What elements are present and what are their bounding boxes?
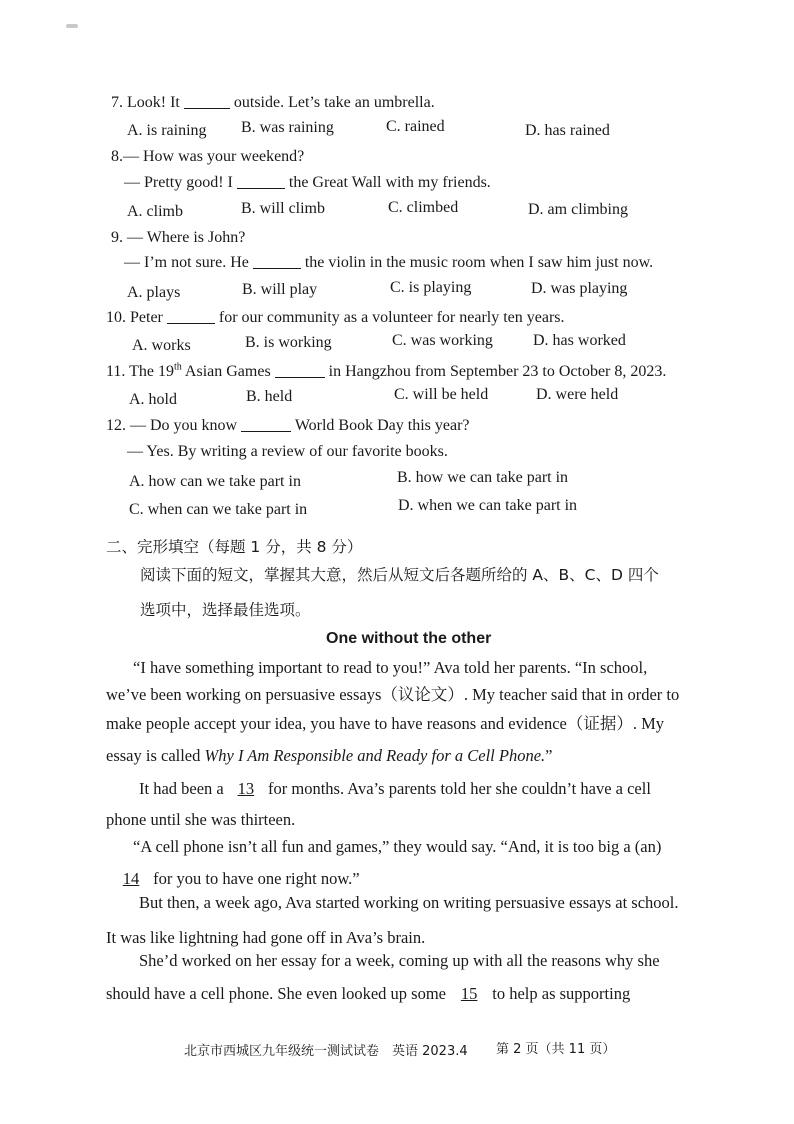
q9-option-c: C. is playing — [390, 279, 472, 296]
q8-stem-part: — Pretty good! I — [124, 174, 233, 191]
footer-page-number: 第 2 页（共 11 页） — [496, 1042, 616, 1057]
passage-line — [106, 746, 552, 766]
q8-option-b: B. will climb — [241, 200, 325, 217]
q9-stem-part: the violin in the music room when I saw him just now. — [304, 254, 654, 271]
passage-line: phone until she was thirteen. — [106, 810, 296, 829]
q7-blank — [184, 92, 230, 109]
q9-option-b: B. will play — [242, 281, 318, 298]
passage-line — [106, 984, 630, 1004]
passage-line: She’d worked on her essay for a week, coming up with all the reasons why she — [139, 951, 660, 970]
scan-mark — [66, 24, 78, 28]
q12-stem-part: World Book Day this year? — [294, 417, 470, 434]
footer-exam-name: 北京市西城区九年级统一测试试卷 英语 2023.4 — [184, 1044, 468, 1059]
q12-option-c: C. when can we take part in — [129, 501, 308, 518]
q11-blank — [275, 361, 325, 378]
passage-text: It had been a — [139, 779, 224, 798]
q11-stem-part: Asian Games — [184, 363, 271, 380]
q9-stem-part: — I’m not sure. He — [124, 254, 249, 271]
q11-option-d: D. were held — [536, 386, 619, 403]
passage-text: for months. Ava’s parents told her she couldn’t have a cell — [268, 779, 651, 798]
q11-superscript: th — [174, 361, 182, 373]
cloze-blank-13: 13 — [237, 779, 255, 798]
q7-option-c: C. rained — [386, 118, 445, 135]
q11-stem — [106, 361, 666, 382]
passage-text: to help as supporting — [492, 984, 631, 1003]
q12-option-d: D. when we can take part in — [398, 497, 578, 514]
q7-stem — [111, 92, 435, 113]
q10-option-d: D. has worked — [533, 332, 626, 349]
q9-blank — [253, 252, 301, 269]
passage-line — [139, 779, 651, 799]
q10-stem-part: for our community as a volunteer for nearly ten years. — [218, 309, 565, 326]
q9-option-d: D. was playing — [531, 280, 628, 297]
q11-option-c: C. will be held — [394, 386, 489, 403]
q12-blank — [241, 415, 291, 432]
passage-text: for you to have one right now.” — [153, 869, 360, 888]
q10-option-c: C. was working — [392, 332, 493, 349]
q11-option-a: A. hold — [129, 391, 177, 408]
q11-option-b: B. held — [246, 388, 293, 405]
q8-stem-part: the Great Wall with my friends. — [288, 174, 491, 191]
section-instruction: 选项中，选择最佳选项。 — [140, 601, 311, 619]
q11-stem-part: in Hangzhou from September 23 to October 8, 2023. — [328, 363, 667, 380]
q8-option-c: C. climbed — [388, 199, 459, 216]
q8-option-d: D. am climbing — [528, 201, 628, 218]
q9-option-a: A. plays — [127, 284, 181, 301]
passage-line: we’ve been working on persuasive essays（议论文）. My teacher said that in order to — [106, 685, 680, 704]
passage-line: “I have something important to read to you!” Ava told her parents. “In school, — [133, 658, 648, 677]
passage-line — [113, 869, 360, 889]
q10-stem — [106, 307, 565, 328]
section-instruction: 阅读下面的短文，掌握其大意，然后从短文后各题所给的 A、B、C、D 四个 — [140, 566, 659, 584]
passage-text: ” — [545, 746, 553, 765]
passage-line: It was like lightning had gone off in Ava’s brain. — [106, 928, 426, 947]
q12-stem2: — Yes. By writing a review of our favorite books. — [127, 443, 448, 460]
passage-line: But then, a week ago, Ava started working on writing persuasive essays at school. — [139, 893, 679, 912]
q12-option-b: B. how we can take part in — [397, 469, 569, 486]
q8-option-a: A. climb — [127, 203, 183, 220]
q9-stem1: 9. — Where is John? — [111, 229, 246, 246]
q8-blank — [237, 172, 285, 189]
passage-line: make people accept your idea, you have to have reasons and evidence（证据）. My — [106, 714, 665, 733]
passage-text: essay is called — [106, 746, 205, 765]
section-heading: 二、完形填空（每题 1 分，共 8 分） — [106, 538, 363, 556]
q12-stem-part: 12. — Do you know — [106, 417, 238, 434]
cloze-blank-15: 15 — [460, 984, 478, 1003]
q10-stem-part: 10. Peter — [106, 309, 163, 326]
q11-stem-part: 11. The 19 — [106, 363, 174, 380]
passage-text: should have a cell phone. She even looked up some — [106, 984, 446, 1003]
q7-stem-part: outside. Let’s take an umbrella. — [233, 94, 435, 111]
passage-line: “A cell phone isn’t all fun and games,” they would say. “And, it is too big a (an) — [133, 837, 662, 856]
q7-option-b: B. was raining — [241, 119, 334, 136]
q9-stem2 — [124, 252, 653, 273]
cloze-blank-14: 14 — [122, 869, 140, 888]
q7-option-d: D. has rained — [525, 122, 610, 139]
q8-stem2 — [124, 172, 491, 193]
q7-option-a: A. is raining — [127, 122, 207, 139]
essay-title: Why I Am Responsible and Ready for a Cell Phone. — [204, 746, 546, 765]
q12-option-a: A. how can we take part in — [129, 473, 301, 490]
passage-title: One without the other — [326, 630, 492, 647]
q10-option-a: A. works — [132, 337, 191, 354]
q10-option-b: B. is working — [245, 334, 332, 351]
q12-stem1 — [106, 415, 470, 436]
q7-stem-part: 7. Look! It — [111, 94, 180, 111]
q8-stem1: 8.— How was your weekend? — [111, 148, 305, 165]
q10-blank — [167, 307, 215, 324]
